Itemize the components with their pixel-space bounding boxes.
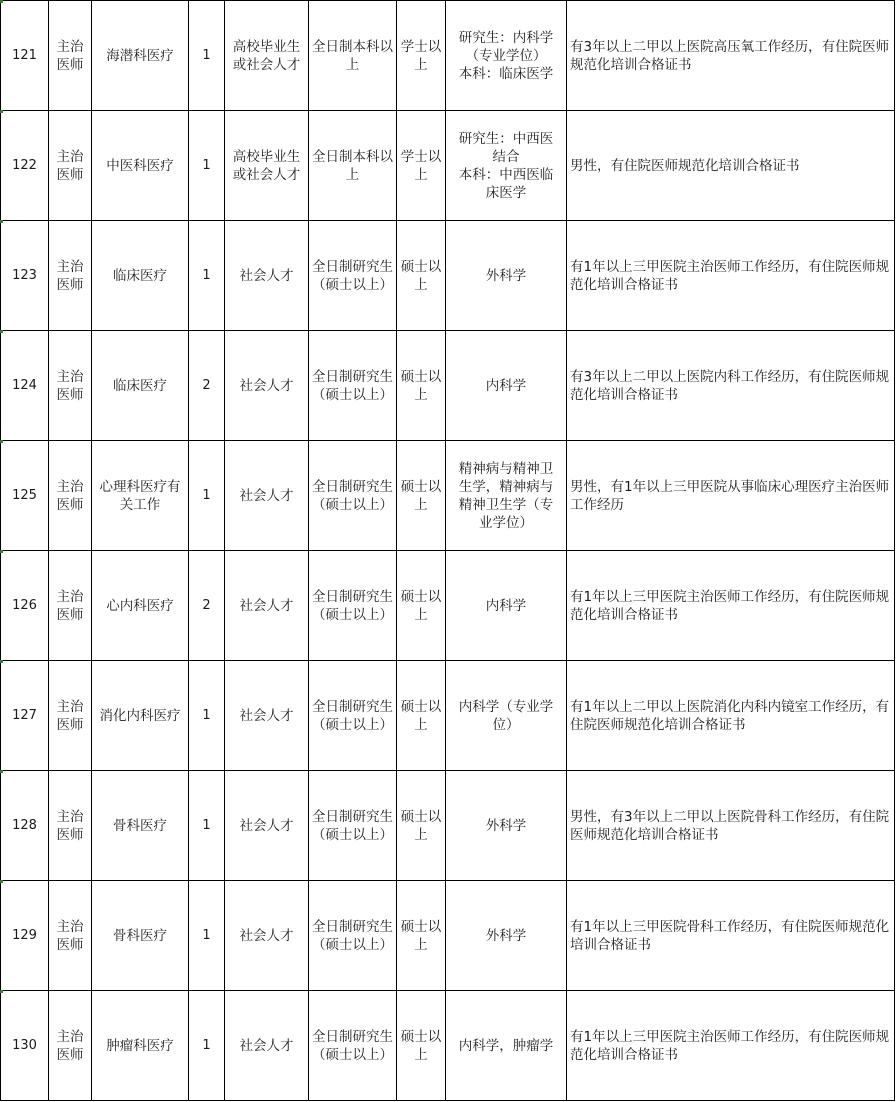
table-row — [1, 441, 895, 551]
education-cell: 全日制研究生（硕士以上） — [309, 551, 397, 661]
table-row — [1, 991, 895, 1101]
position-title-cell: 主治医师 — [49, 881, 92, 991]
major-line: 本科：中西医临 — [458, 166, 554, 183]
table-row — [1, 331, 895, 441]
position-title-cell: 主治医师 — [49, 331, 92, 441]
headcount-cell: 1 — [189, 991, 225, 1101]
candidate-source-cell: 社会人才 — [225, 331, 309, 441]
education-cell: 全日制本科以上 — [309, 1, 397, 111]
row-number-cell: 125 — [1, 441, 49, 551]
major-line: 结合 — [492, 148, 520, 165]
major-line: 精神卫生学（专 — [458, 496, 554, 513]
row-marker — [0, 880, 3, 883]
candidate-source-cell: 社会人才 — [225, 881, 309, 991]
requirements-cell: 有1年以上三甲医院骨科工作经历，有住院医师规范化培训合格证书 — [567, 881, 895, 991]
row-number-cell: 124 — [1, 331, 49, 441]
major-cell — [446, 221, 567, 331]
requirements-cell: 有3年以上二甲以上医院高压氧工作经历，有住院医师规范化培训合格证书 — [567, 1, 895, 111]
major-line: 外科学 — [485, 927, 527, 944]
table-row — [1, 771, 895, 881]
position-title-cell: 主治医师 — [49, 1, 92, 111]
requirements-cell: 男性，有住院医师规范化培训合格证书 — [567, 111, 895, 221]
degree-cell: 硕士以上 — [397, 221, 446, 331]
candidate-source-cell: 高校毕业生或社会人才 — [225, 111, 309, 221]
major-cell — [446, 111, 567, 221]
headcount-cell: 1 — [189, 661, 225, 771]
row-number-cell: 129 — [1, 881, 49, 991]
headcount-cell: 1 — [189, 221, 225, 331]
major-cell — [446, 881, 567, 991]
headcount-cell: 2 — [189, 551, 225, 661]
major-line: 内科学（专业学 — [458, 698, 554, 715]
degree-cell: 硕士以上 — [397, 551, 446, 661]
education-cell: 全日制研究生（硕士以上） — [309, 221, 397, 331]
candidate-source-cell: 社会人才 — [225, 661, 309, 771]
row-number-cell: 127 — [1, 661, 49, 771]
degree-cell: 硕士以上 — [397, 331, 446, 441]
major-line: 内科学，肿瘤学 — [458, 1037, 554, 1054]
headcount-cell: 1 — [189, 881, 225, 991]
degree-cell: 硕士以上 — [397, 441, 446, 551]
requirements-cell: 有1年以上三甲医院主治医师工作经历，有住院医师规范化培训合格证书 — [567, 551, 895, 661]
major-line: 内科学 — [485, 597, 527, 614]
major-cell — [446, 661, 567, 771]
degree-cell: 硕士以上 — [397, 661, 446, 771]
headcount-cell: 2 — [189, 331, 225, 441]
row-marker — [0, 0, 3, 3]
position-title-cell: 主治医师 — [49, 771, 92, 881]
degree-cell: 硕士以上 — [397, 881, 446, 991]
row-number-cell: 123 — [1, 221, 49, 331]
row-number-cell: 121 — [1, 1, 49, 111]
candidate-source-cell: 社会人才 — [225, 441, 309, 551]
row-marker — [0, 770, 3, 773]
candidate-source-cell: 社会人才 — [225, 221, 309, 331]
major-cell — [446, 551, 567, 661]
table-row — [1, 551, 895, 661]
position-title-cell: 主治医师 — [49, 111, 92, 221]
position-title-cell: 主治医师 — [49, 221, 92, 331]
education-cell: 全日制研究生（硕士以上） — [309, 661, 397, 771]
candidate-source-cell: 社会人才 — [225, 771, 309, 881]
major-line: 内科学 — [485, 377, 527, 394]
headcount-cell: 1 — [189, 1, 225, 111]
education-cell: 全日制本科以上 — [309, 111, 397, 221]
major-line: 精神病与精神卫 — [458, 460, 554, 477]
major-cell — [446, 331, 567, 441]
major-line: 外科学 — [485, 817, 527, 834]
table-row — [1, 661, 895, 771]
education-cell: 全日制研究生（硕士以上） — [309, 331, 397, 441]
requirements-cell: 有3年以上二甲以上医院内科工作经历，有住院医师规范化培训合格证书 — [567, 331, 895, 441]
row-marker — [0, 440, 3, 443]
row-marker — [0, 660, 3, 663]
major-line: 研究生：中西医 — [458, 130, 554, 147]
department-cell: 肿瘤科医疗 — [92, 991, 189, 1101]
education-cell: 全日制研究生（硕士以上） — [309, 991, 397, 1101]
major-line: 研究生：内科学 — [458, 29, 554, 46]
major-line: 本科：临床医学 — [458, 65, 554, 82]
candidate-source-cell: 高校毕业生或社会人才 — [225, 1, 309, 111]
department-cell: 消化内科医疗 — [92, 661, 189, 771]
table-row — [1, 881, 895, 991]
education-cell: 全日制研究生（硕士以上） — [309, 771, 397, 881]
position-title-cell: 主治医师 — [49, 991, 92, 1101]
major-line: 生学，精神病与 — [458, 478, 554, 495]
requirements-cell: 有1年以上三甲医院主治医师工作经历，有住院医师规范化培训合格证书 — [567, 991, 895, 1101]
headcount-cell: 1 — [189, 771, 225, 881]
row-number-cell: 130 — [1, 991, 49, 1101]
major-cell — [446, 771, 567, 881]
row-marker — [0, 990, 3, 993]
headcount-cell: 1 — [189, 441, 225, 551]
table-row — [1, 111, 895, 221]
row-marker — [0, 110, 3, 113]
row-number-cell: 128 — [1, 771, 49, 881]
department-cell: 临床医疗 — [92, 221, 189, 331]
degree-cell: 学士以上 — [397, 1, 446, 111]
department-cell: 骨科医疗 — [92, 771, 189, 881]
requirements-cell: 男性，有3年以上二甲以上医院骨科工作经历，有住院医师规范化培训合格证书 — [567, 771, 895, 881]
table-body — [1, 1, 895, 1101]
education-cell: 全日制研究生（硕士以上） — [309, 441, 397, 551]
major-line: （专业学位） — [465, 47, 547, 64]
major-line: 位） — [492, 716, 520, 733]
degree-cell: 硕士以上 — [397, 991, 446, 1101]
major-line: 外科学 — [485, 267, 527, 284]
department-cell: 海潜科医疗 — [92, 1, 189, 111]
department-cell: 临床医疗 — [92, 331, 189, 441]
row-marker — [0, 220, 3, 223]
table-row — [1, 1, 895, 111]
row-marker — [0, 330, 3, 333]
major-cell — [446, 991, 567, 1101]
education-cell: 全日制研究生（硕士以上） — [309, 881, 397, 991]
requirements-cell: 男性，有1年以上三甲医院从事临床心理医疗主治医师工作经历 — [567, 441, 895, 551]
requirements-cell: 有1年以上三甲医院主治医师工作经历，有住院医师规范化培训合格证书 — [567, 221, 895, 331]
major-line: 床医学 — [485, 184, 527, 201]
department-cell: 心内科医疗 — [92, 551, 189, 661]
candidate-source-cell: 社会人才 — [225, 551, 309, 661]
requirements-cell: 有1年以上二甲以上医院消化内科内镜室工作经历，有住院医师规范化培训合格证书 — [567, 661, 895, 771]
degree-cell: 学士以上 — [397, 111, 446, 221]
major-cell — [446, 441, 567, 551]
candidate-source-cell: 社会人才 — [225, 991, 309, 1101]
headcount-cell: 1 — [189, 111, 225, 221]
degree-cell: 硕士以上 — [397, 771, 446, 881]
major-line: 业学位） — [479, 514, 533, 531]
department-cell: 心理科医疗有关工作 — [92, 441, 189, 551]
row-number-cell: 122 — [1, 111, 49, 221]
table-row — [1, 221, 895, 331]
position-title-cell: 主治医师 — [49, 441, 92, 551]
row-number-cell: 126 — [1, 551, 49, 661]
position-title-cell: 主治医师 — [49, 661, 92, 771]
department-cell: 中医科医疗 — [92, 111, 189, 221]
position-title-cell: 主治医师 — [49, 551, 92, 661]
row-marker — [0, 550, 3, 553]
department-cell: 骨科医疗 — [92, 881, 189, 991]
major-cell — [446, 1, 567, 111]
